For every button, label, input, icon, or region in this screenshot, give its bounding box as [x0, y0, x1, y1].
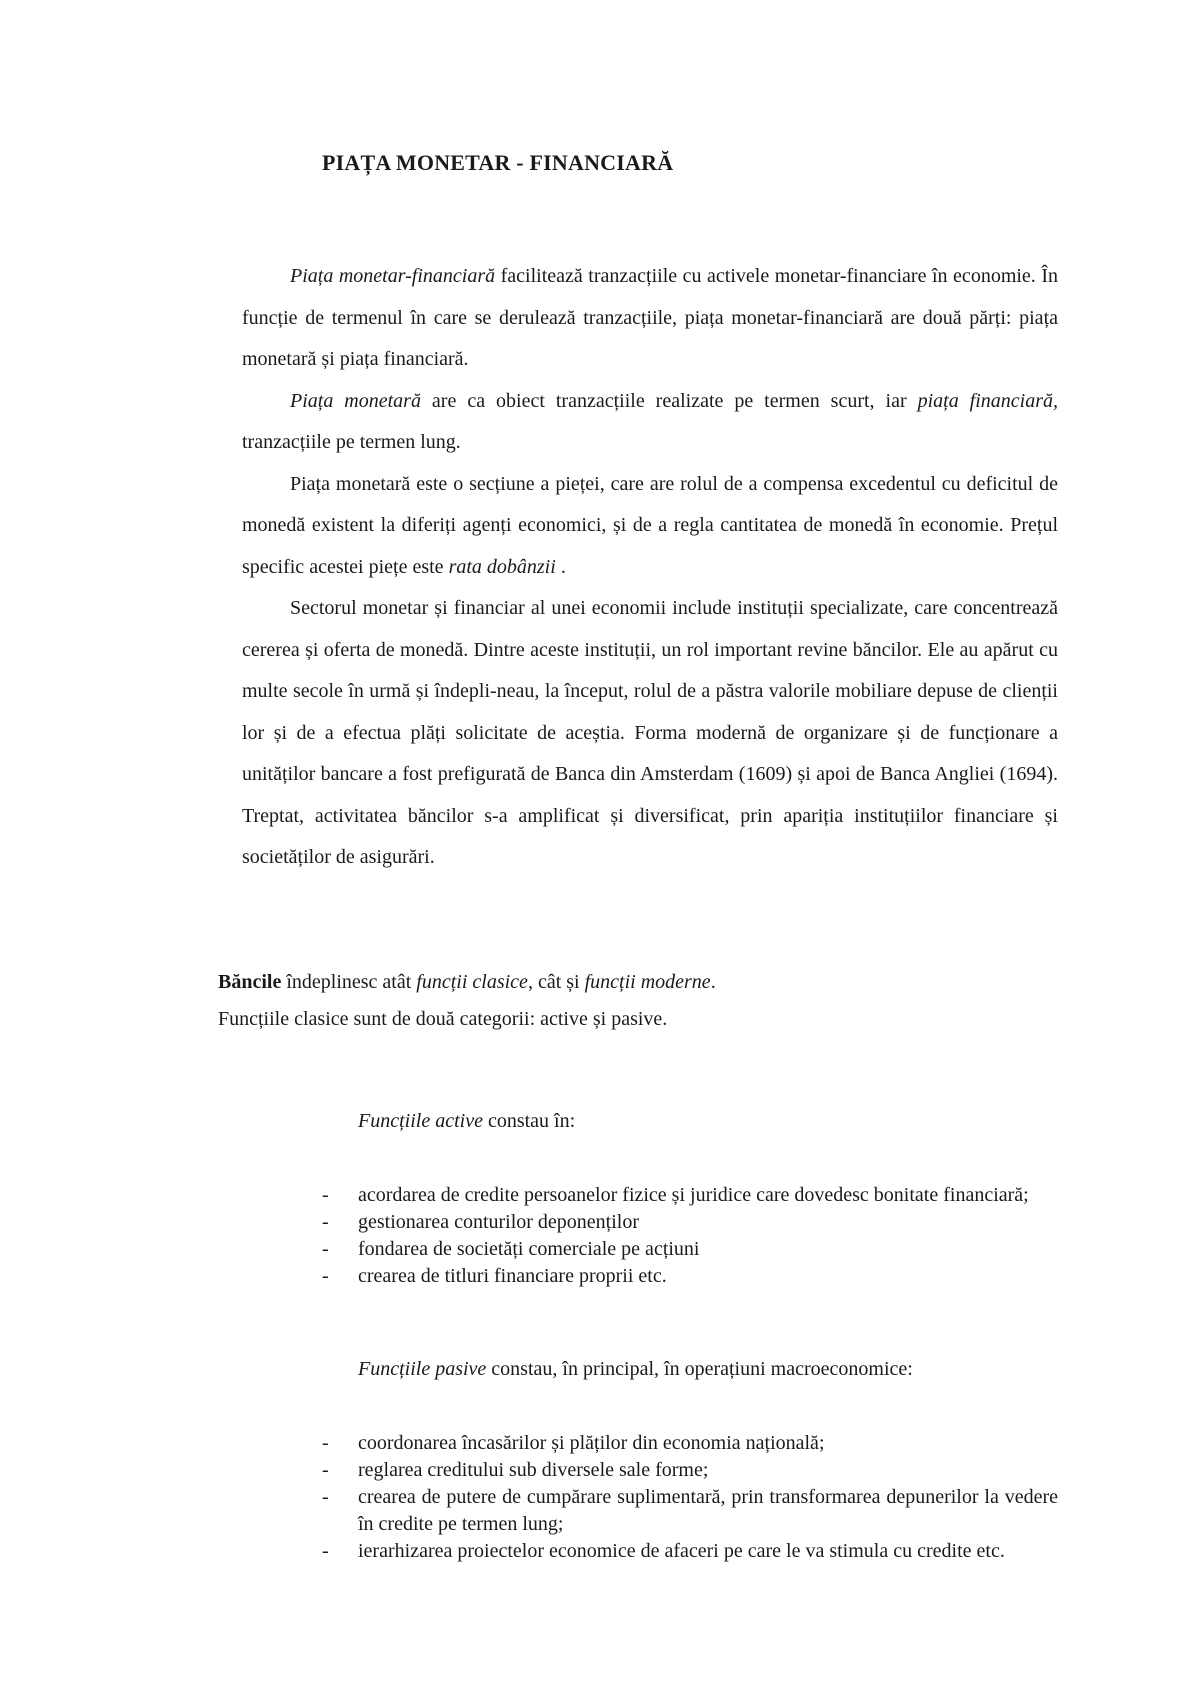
paragraph-text: Piața monetară este o secțiune a pieței, care are rolul de a compensa excedentul cu deficitul de monedă existent la diferiți agenți economici, și de a regla cantitatea de monedă în economie. Prețul specific acestei piețe este	[242, 472, 1058, 578]
paragraph-money-market	[242, 381, 1058, 464]
banks-section	[218, 964, 1078, 1038]
list-dash: -	[322, 1184, 329, 1206]
banks-functions-line	[218, 964, 1078, 1001]
list-dash: -	[322, 1211, 329, 1233]
term-passive-functions: Funcțiile pasive	[358, 1358, 487, 1380]
list-dash: -	[322, 1432, 329, 1454]
list-item	[322, 1457, 1058, 1484]
paragraph-banking-sector	[242, 588, 1058, 879]
list-item-text: ierarhizarea proiectelor economice de afaceri pe care le va stimula cu credite etc.	[358, 1540, 1005, 1562]
list-item	[322, 1430, 1058, 1457]
list-item-text: acordarea de credite persoanelor fizice și juridice care dovedesc bonitate financiară;	[358, 1184, 1029, 1206]
list-item-text: coordonarea încasărilor și plăților din economia națională;	[358, 1432, 825, 1454]
intro-section	[242, 256, 1058, 879]
classic-functions-line: Funcțiile clasice sunt de două categorii: active și pasive.	[218, 1008, 668, 1030]
term-interest-rate: rata dobânzii	[448, 555, 556, 578]
list-item	[322, 1263, 1058, 1290]
list-dash: -	[322, 1540, 329, 1562]
page-title: PIAȚA MONETAR - FINANCIARĂ	[322, 150, 674, 175]
list-item	[322, 1538, 1058, 1565]
paragraph-text: , cât și	[527, 971, 585, 993]
list-dash: -	[322, 1238, 329, 1260]
active-functions-heading	[358, 1110, 575, 1133]
term-money-market: Piața monetară	[290, 389, 421, 412]
term-classic-functions: funcții clasice	[416, 971, 528, 993]
list-item	[322, 1209, 1058, 1236]
list-item	[322, 1236, 1058, 1263]
heading-text: constau în:	[482, 1110, 576, 1132]
list-item	[322, 1484, 1058, 1538]
paragraph-text: .	[710, 971, 716, 993]
term-active-functions: Funcțiile active	[358, 1110, 483, 1132]
term-banks: Băncile	[218, 971, 282, 993]
list-dash: -	[322, 1265, 329, 1287]
paragraph-text: facilitează tranzacțiile cu activele monetar-financiare în economie. În funcție de termenul în care se derulează tranzacțiile, piața monetar-financiară are două părți: piața monetară și piața financiară.	[242, 265, 1058, 370]
paragraph-text: .	[555, 555, 566, 578]
paragraph-text: are ca obiect tranzacțiile realizate pe termen scurt, iar	[420, 389, 918, 412]
paragraph-text: Sectorul monetar și financiar al unei economii include instituții specializate, care concentrează cererea și oferta de monedă. Dintre aceste instituții, un rol important revine băncilor. Ele au apărut cu multe secole în urmă și îndepli-neau, la început, rolul de a păstra valorile mobiliare depuse de clienții lor și de a efectua plăți solicitate de aceștia. Forma modernă de organizare și de funcționare a unităților bancare a fost prefigurată de Banca din Amsterdam (1609) și apoi de Banca Angliei (1694). Treptat, activitatea băncilor s-a amplificat și diversificat, prin apariția instituțiilor financiare și societăților de asigurări.	[242, 597, 1058, 868]
paragraph-text: tranzacțiile pe termen lung.	[242, 431, 461, 453]
list-item	[322, 1182, 1058, 1209]
list-item-text: gestionarea conturilor deponenților	[358, 1211, 640, 1233]
list-item-text: crearea de titluri financiare proprii etc.	[358, 1265, 667, 1287]
term-money-financial-market: Piața monetar-financiară	[290, 265, 496, 287]
list-item-text: fondarea de societăți comerciale pe acțiuni	[358, 1238, 700, 1260]
list-dash: -	[322, 1486, 329, 1508]
list-item-text: crearea de putere de cumpărare suplimentară, prin transformarea depunerilor la vedere în credite pe termen lung;	[358, 1486, 1058, 1535]
term-modern-functions: funcții moderne	[584, 971, 711, 993]
active-functions-list	[322, 1182, 1058, 1290]
term-financial-market: piața financiară,	[917, 389, 1059, 412]
heading-text: constau, în principal, în operațiuni macroeconomice:	[486, 1358, 913, 1380]
paragraph-money-market-role	[242, 464, 1058, 589]
paragraph-text: îndeplinesc atât	[281, 971, 417, 993]
paragraph-money-financial-market	[242, 256, 1058, 381]
list-item-text: reglarea creditului sub diversele sale forme;	[358, 1459, 709, 1481]
passive-functions-list	[322, 1430, 1058, 1565]
passive-functions-heading	[358, 1358, 913, 1381]
list-dash: -	[322, 1459, 329, 1481]
